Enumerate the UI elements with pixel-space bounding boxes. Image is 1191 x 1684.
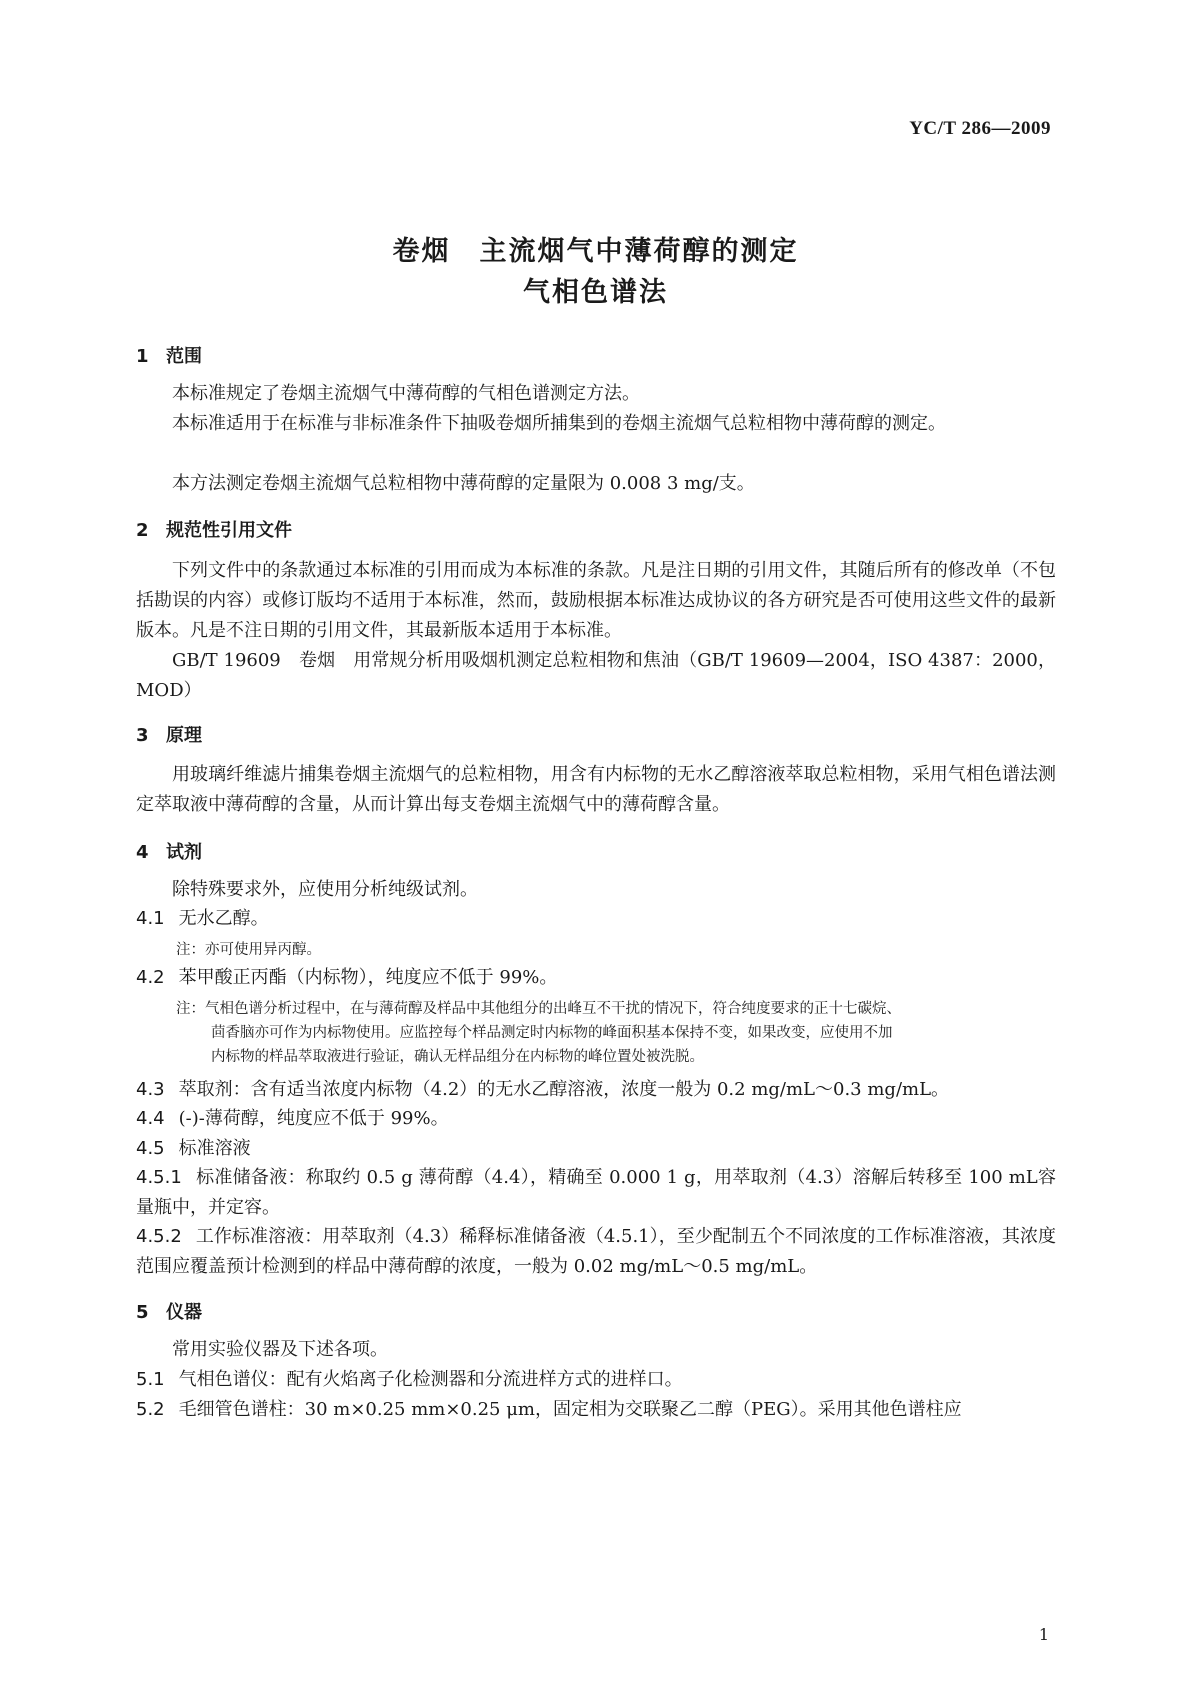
clause-text: 苯甲酸正丙酯（内标物），纯度应不低于 99%。 [178, 967, 558, 988]
clause-number: 4.5 [136, 1138, 165, 1159]
clause-4-5-1 [136, 1163, 1056, 1223]
clause-number: 4.3 [136, 1079, 165, 1100]
section-title: 范围 [166, 346, 202, 367]
clause-text: 工作标准溶液：用萃取剂（4.3）稀释标准储备液（4.5.1），至少配制五个不同浓度的工作标准溶液，其浓度范围应覆盖预计检测到的样品中薄荷醇的浓度，一般为 0.02 mg/mL～0.5 mg/mL。 [136, 1226, 1056, 1277]
section-title: 试剂 [166, 842, 202, 863]
clause-number: 5.1 [136, 1369, 165, 1390]
clause-number: 4.5.2 [136, 1226, 182, 1247]
clause-text: 无水乙醇。 [178, 908, 269, 929]
clause-number: 4.4 [136, 1108, 165, 1129]
clause-number: 4.1 [136, 908, 165, 929]
paragraph: 常用实验仪器及下述各项。 [172, 1339, 388, 1360]
clause-4-2 [136, 963, 1056, 993]
clause-5-1 [136, 1365, 1056, 1395]
section-title: 仪器 [166, 1302, 202, 1323]
clause-number: 5.2 [136, 1399, 165, 1420]
clause-5-2 [136, 1395, 1056, 1425]
clause-4-5-2 [136, 1222, 1056, 1282]
note [176, 997, 1056, 1069]
page-number: 1 [1038, 1625, 1049, 1644]
note: 注：亦可使用异丙醇。 [176, 942, 321, 958]
paragraph: 本标准规定了卷烟主流烟气中薄荷醇的气相色谱测定方法。 [172, 383, 640, 404]
clause-4-5 [136, 1134, 1056, 1164]
clause-4-4 [136, 1104, 1056, 1134]
paragraph: 除特殊要求外，应使用分析纯级试剂。 [172, 879, 478, 900]
clause-text: (-)-薄荷醇，纯度应不低于 99%。 [178, 1108, 449, 1129]
note-line: 注：气相色谱分析过程中，在与薄荷醇及样品中其他组分的出峰互不干扰的情况下，符合纯度要求的正十七碳烷、 [176, 1001, 901, 1017]
section-heading-principle [136, 721, 202, 747]
section-heading-normative-references [136, 516, 292, 542]
section-title: 原理 [166, 725, 202, 746]
clause-text: 气相色谱仪：配有火焰离子化检测器和分流进样方式的进样口。 [178, 1369, 683, 1390]
clause-4-1 [136, 904, 1056, 934]
section-heading-reagents [136, 838, 202, 864]
reference-entry: GB/T 19609 卷烟 用常规分析用吸烟机测定总粒相物和焦油（GB/T 19609—2004，ISO 4387：2000，MOD） [136, 650, 1056, 701]
clause-text: 毛细管色谱柱：30 m×0.25 mm×0.25 μm，固定相为交联聚乙二醇（PEG）。采用其他色谱柱应 [178, 1399, 962, 1420]
note-line: 内标物的样品萃取液进行验证，确认无样品组分在内标物的峰位置处被洗脱。 [211, 1049, 704, 1065]
section-title: 规范性引用文件 [166, 520, 292, 541]
section-number: 3 [136, 725, 149, 746]
standard-code: YC/T 286—2009 [909, 118, 1051, 139]
section-number: 1 [136, 346, 149, 367]
clause-number: 4.5.1 [136, 1167, 182, 1188]
note-line: 茴香脑亦可作为内标物使用。应监控每个样品测定时内标物的峰面积基本保持不变，如果改变，应使用不加 [211, 1025, 893, 1041]
paragraph: 本标准适用于在标准与非标准条件下抽吸卷烟所捕集到的卷烟主流烟气总粒相物中薄荷醇的测定。 [172, 413, 946, 434]
paragraph: 本方法测定卷烟主流烟气总粒相物中薄荷醇的定量限为 0.008 3 mg/支。 [172, 473, 755, 494]
paragraph: 用玻璃纤维滤片捕集卷烟主流烟气的总粒相物，用含有内标物的无水乙醇溶液萃取总粒相物，采用气相色谱法测定萃取液中薄荷醇的含量，从而计算出每支卷烟主流烟气中的薄荷醇含量。 [136, 764, 1056, 815]
clause-text: 萃取剂：含有适当浓度内标物（4.2）的无水乙醇溶液，浓度一般为 0.2 mg/mL～0.3 mg/mL。 [178, 1079, 950, 1100]
clause-text: 标准溶液 [178, 1138, 251, 1159]
section-heading-apparatus [136, 1298, 202, 1324]
document-subtitle: 气相色谱法 [523, 277, 668, 308]
section-heading-scope [136, 342, 202, 368]
clause-text: 标准储备液：称取约 0.5 g 薄荷醇（4.4），精确至 0.000 1 g，用萃取剂（4.3）溶解后转移至 100 mL容量瓶中，并定容。 [136, 1167, 1056, 1218]
section-number: 2 [136, 520, 149, 541]
document-title: 卷烟 主流烟气中薄荷醇的测定 [392, 236, 799, 267]
clause-4-3 [136, 1075, 1056, 1105]
paragraph: 下列文件中的条款通过本标准的引用而成为本标准的条款。凡是注日期的引用文件，其随后所有的修改单（不包括勘误的内容）或修订版均不适用于本标准，然而，鼓励根据本标准达成协议的各方研究是否可使用这些文件的最新版本。凡是不注日期的引用文件，其最新版本适用于本标准。 [136, 560, 1056, 641]
section-number: 5 [136, 1302, 149, 1323]
clause-number: 4.2 [136, 967, 165, 988]
section-number: 4 [136, 842, 149, 863]
